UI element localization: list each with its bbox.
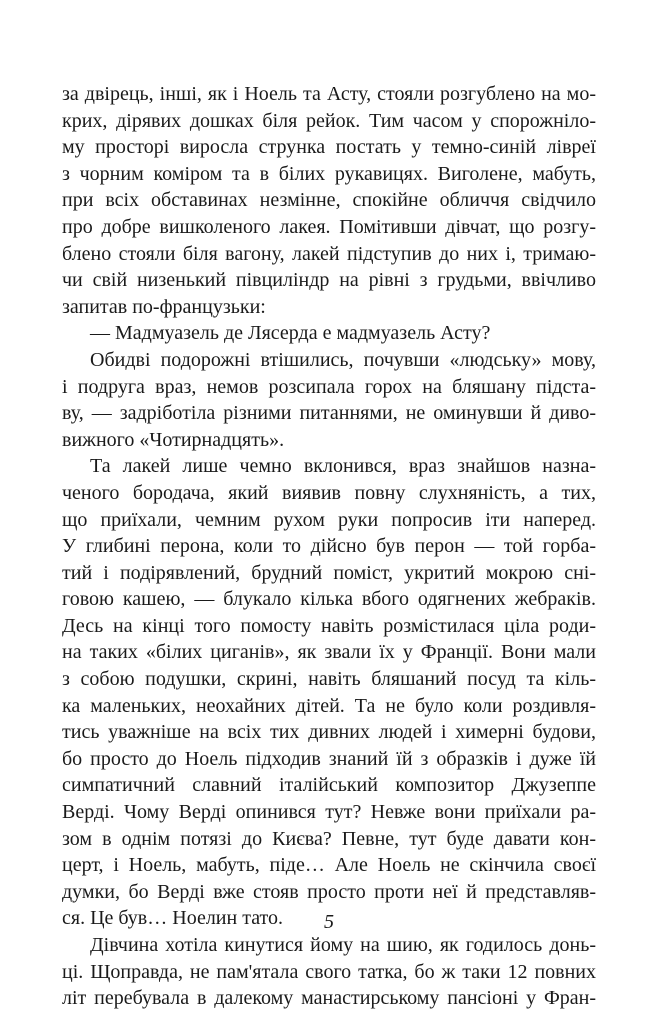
text-line: про добре вишколеного лакея. Помітивши дівчат, що розгу- (62, 215, 596, 238)
text-line: — Мадмуазель де Лясерда е мадмуазель Асту? (90, 322, 491, 345)
text-line: за двірець, інші, як і Ноель та Асту, стояли розгублено на мо- (62, 83, 596, 105)
text-line: ка маленьких, неохайних дітей. Та не було коли роздивля- (62, 694, 596, 717)
text-line: ся. Це був… Ноелин тато. (62, 907, 284, 930)
text-line: при всіх обставинах незмінне, спокійне обличчя свідчило (62, 189, 596, 212)
text-line: блено стояли біля вагону, лакей підступив до них і, тримаю- (62, 242, 596, 265)
text-line: Дівчина хотіла кинутися йому на шию, як годилось донь- (90, 934, 596, 956)
paragraph (62, 453, 596, 932)
text-line: Верді. Чому Верді опинився тут? Невже вони приїхали ра- (62, 801, 596, 824)
paragraph (62, 347, 596, 453)
text-line: церт, і Ноель, мабуть, піде… Але Ноель не скінчила своєї (62, 854, 596, 877)
text-line: на таких «білих циганів», як звали їх у Франції. Вони мали (62, 641, 596, 664)
text-line: з собою подушки, скрині, навіть бляшаний посуд та кіль- (62, 668, 596, 691)
text-line: Десь на кінці того помосту навіть розмістилася ціла роди- (62, 614, 596, 637)
text-line: бо просто до Ноель підходив знаний їй з образків і дуже їй (62, 747, 596, 770)
page-body (62, 81, 596, 1012)
text-line: чи свій низенький півциліндр на рівні з грудьми, ввічливо (62, 269, 596, 292)
text-line: У глибині перона, коли то дійсно був перон — той горба- (62, 535, 596, 558)
text-line: думки, бо Верді вже стояв просто проти неї й представляв- (62, 880, 596, 903)
text-line: що приїхали, чемним рухом руки попросив іти наперед. (62, 508, 596, 531)
text-line: вижного «Чотирнадцять». (62, 428, 285, 451)
text-line: тий і подірявлений, брудний поміст, укритий мокрою сні- (62, 561, 596, 584)
text-line: і подруга враз, немов розсипала горох на бляшану підста- (62, 375, 596, 398)
text-line: му просторі виросла струнка постать у темно-синій ліврeї (62, 136, 596, 159)
page-number: 5 (324, 911, 334, 933)
text-line: ці. Щоправда, не пам'ятала свого татка, бо ж таки 12 повних (62, 960, 596, 983)
paragraph (62, 81, 596, 320)
text-line: літ перебувала в далекому манастирському пансіоні у Фран- (62, 987, 596, 1010)
text-line: ченого бородача, який виявив повну слухняність, а тих, (62, 481, 596, 504)
text-line: зом в однім потязі до Києва? Певне, тут буде давати кон- (62, 827, 596, 850)
paragraph (62, 932, 596, 1012)
text-line: крих, дірявих дошках біля рейок. Тим часом у спорожніло- (62, 109, 596, 132)
text-line: говою кашею, — блукало кілька вбого одягнених жебраків. (62, 588, 596, 611)
text-line: з чорним коміром та в білих рукавицях. Виголене, мабуть, (62, 162, 596, 185)
text-line: Та лакей лише чемно вклонився, враз знайшов назна- (90, 455, 596, 478)
text-line: Обидві подорожні втішились, почувши «людську» мову, (90, 348, 596, 371)
paragraph (62, 320, 596, 347)
text-line: запитав по-французьки: (62, 295, 266, 318)
text-line: тись уважніше на всіх тих дивних людей і химерні будови, (62, 721, 596, 744)
text-line: симпатичний славний італійський композитор Джузеппе (62, 774, 596, 797)
text-line: ву, — задріботіла різними питаннями, не оминувши й диво- (62, 402, 596, 425)
